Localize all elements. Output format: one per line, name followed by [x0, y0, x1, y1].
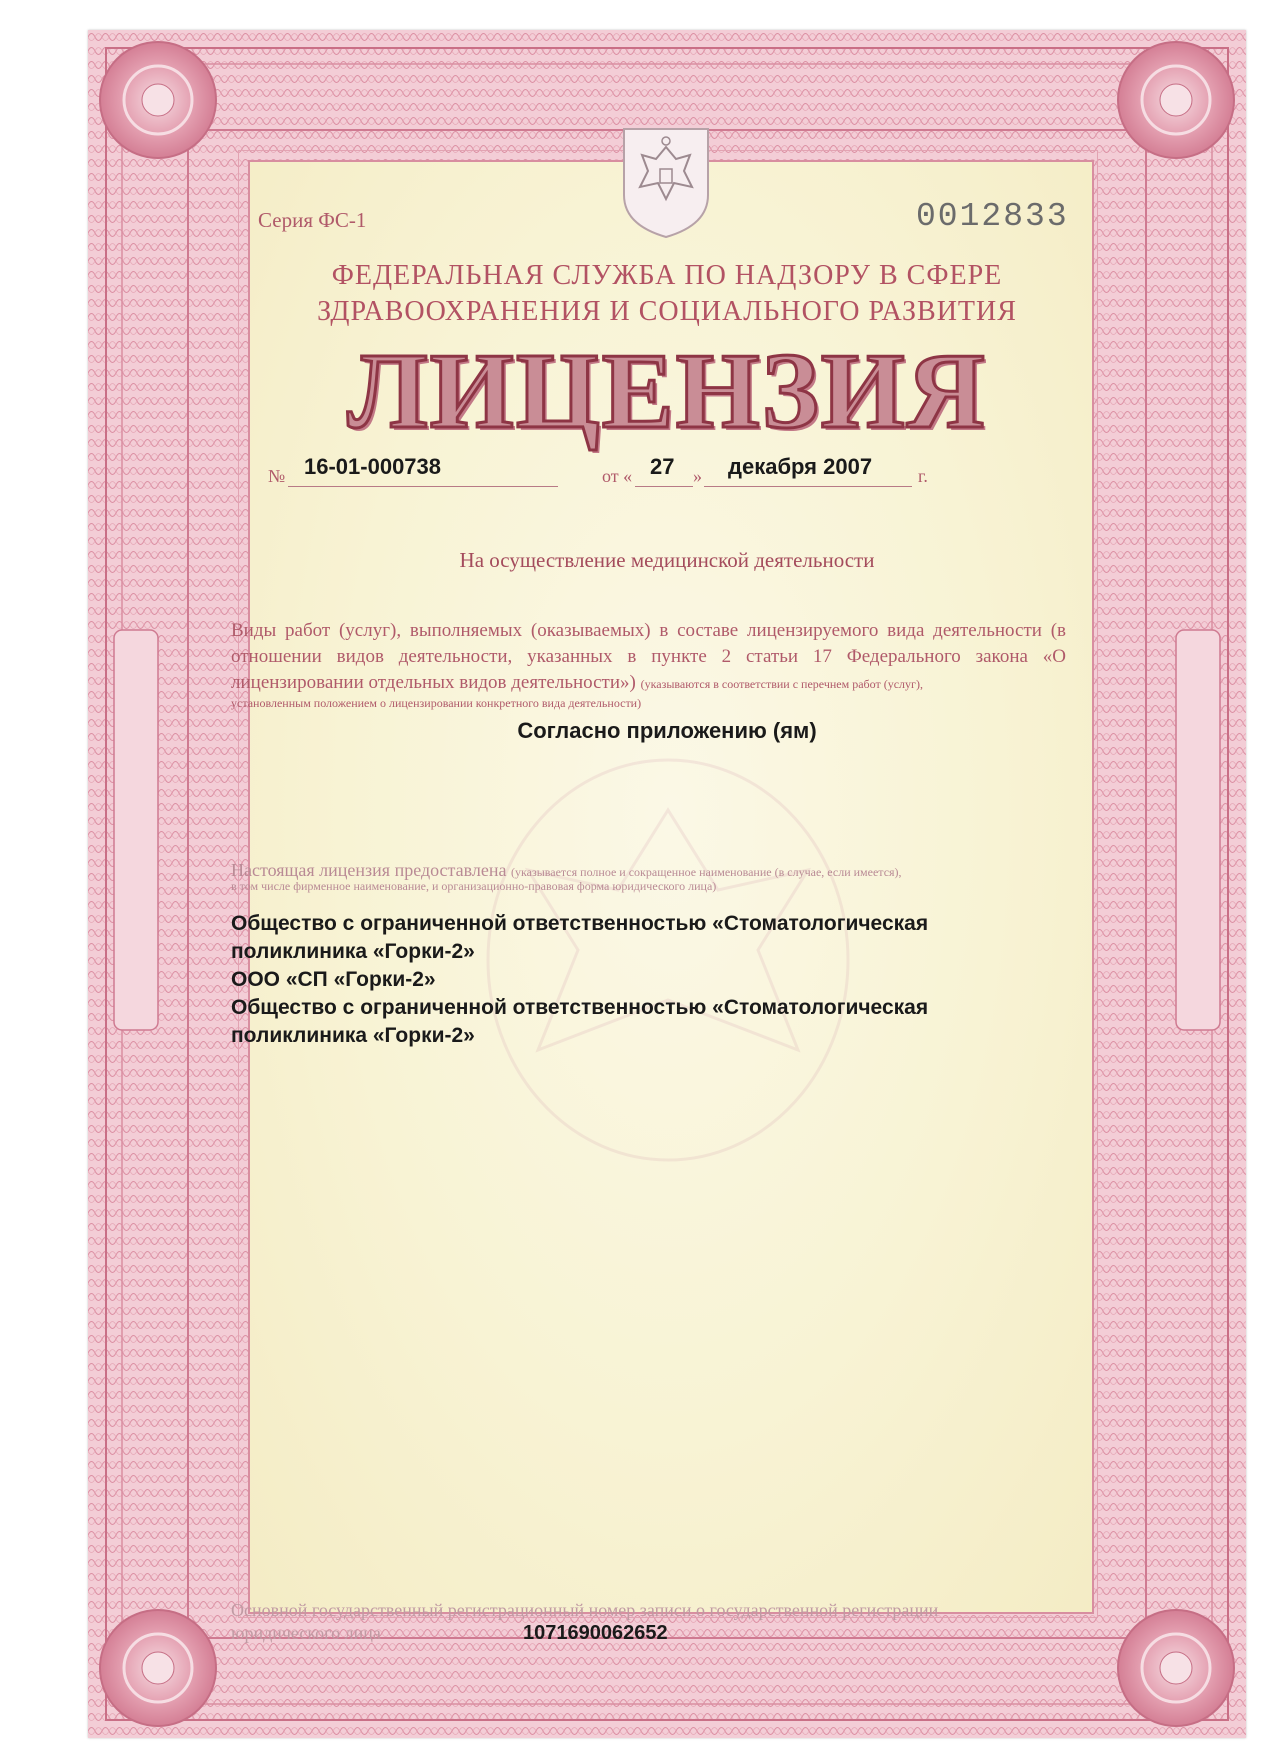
granted-note: (указывается полное и сокращенное наименование (в случае, если имеется),: [510, 865, 902, 879]
ogrn-number: 1071690062652: [523, 1622, 668, 1644]
license-number-row: [88, 452, 1246, 492]
license-sheet: [88, 30, 1246, 1738]
license-day: 27: [650, 454, 675, 479]
coat-of-arms-emblem: [618, 125, 714, 240]
agency-line-2: ЗДРАВООХРАНЕНИЯ И СОЦИАЛЬНОГО РАЗВИТИЯ: [317, 296, 1017, 327]
works-value: Согласно приложению (ям): [517, 718, 817, 743]
holder-line: ООО «СП «Горки-2»: [231, 968, 436, 991]
holder-line: Общество с ограниченной ответственностью «Стоматологическая: [231, 996, 929, 1019]
agency-name: [238, 258, 1096, 330]
document-title: ЛИЦЕНЗИЯ: [347, 332, 987, 451]
corner-rosette: [100, 1610, 216, 1726]
works-text: Виды работ (услуг), выполняемых (оказываемых) в составе лицензируемого вида деятельности (в отношении видов деятельности, указанных в пункте 2 статьи 17 Федерального закона «О лицензировании отдельных видов деятельности»): [231, 620, 1066, 693]
license-purpose: На осуществление медицинской деятельности: [459, 548, 875, 572]
corner-rosette: [1118, 42, 1234, 158]
agency-line-1: ФЕДЕРАЛЬНАЯ СЛУЖБА ПО НАДЗОРУ В СФЕРЕ: [331, 260, 1003, 291]
granted-label: Настоящая лицензия предоставлена: [231, 860, 507, 880]
works-note: (указываются в соответствии с перечнем работ (услуг),: [640, 677, 923, 691]
corner-rosette: [1118, 1610, 1234, 1726]
works-description: [231, 618, 1066, 697]
license-month-year: декабря 2007: [728, 454, 873, 479]
from-label: от «: [602, 466, 633, 486]
holder-line: Общество с ограниченной ответственностью «Стоматологическая: [231, 912, 929, 935]
series-label: Серия ФС-1: [258, 208, 367, 232]
serial-number: 0012833: [916, 198, 1069, 235]
holder-line: поликлиника «Горки-2»: [231, 940, 475, 963]
ogrn-label: Основной государственный регистрационный номер записи о государственной регистрации: [231, 1600, 939, 1620]
works-note-2: установленным положением о лицензировании конкретного вида деятельности): [231, 696, 642, 710]
number-sign: №: [268, 466, 286, 486]
corner-rosette: [100, 42, 216, 158]
license-number: 16-01-000738: [304, 454, 442, 479]
year-suffix: г.: [918, 466, 928, 486]
license-holder: [231, 910, 1066, 1050]
ogrn-label-2: юридического лица: [231, 1623, 381, 1643]
granted-note-2: в том числе фирменное наименование, и организационно-правовая форма юридического лица): [231, 879, 717, 893]
holder-line: поликлиника «Горки-2»: [231, 1024, 475, 1047]
day-close-quote: »: [693, 466, 702, 486]
